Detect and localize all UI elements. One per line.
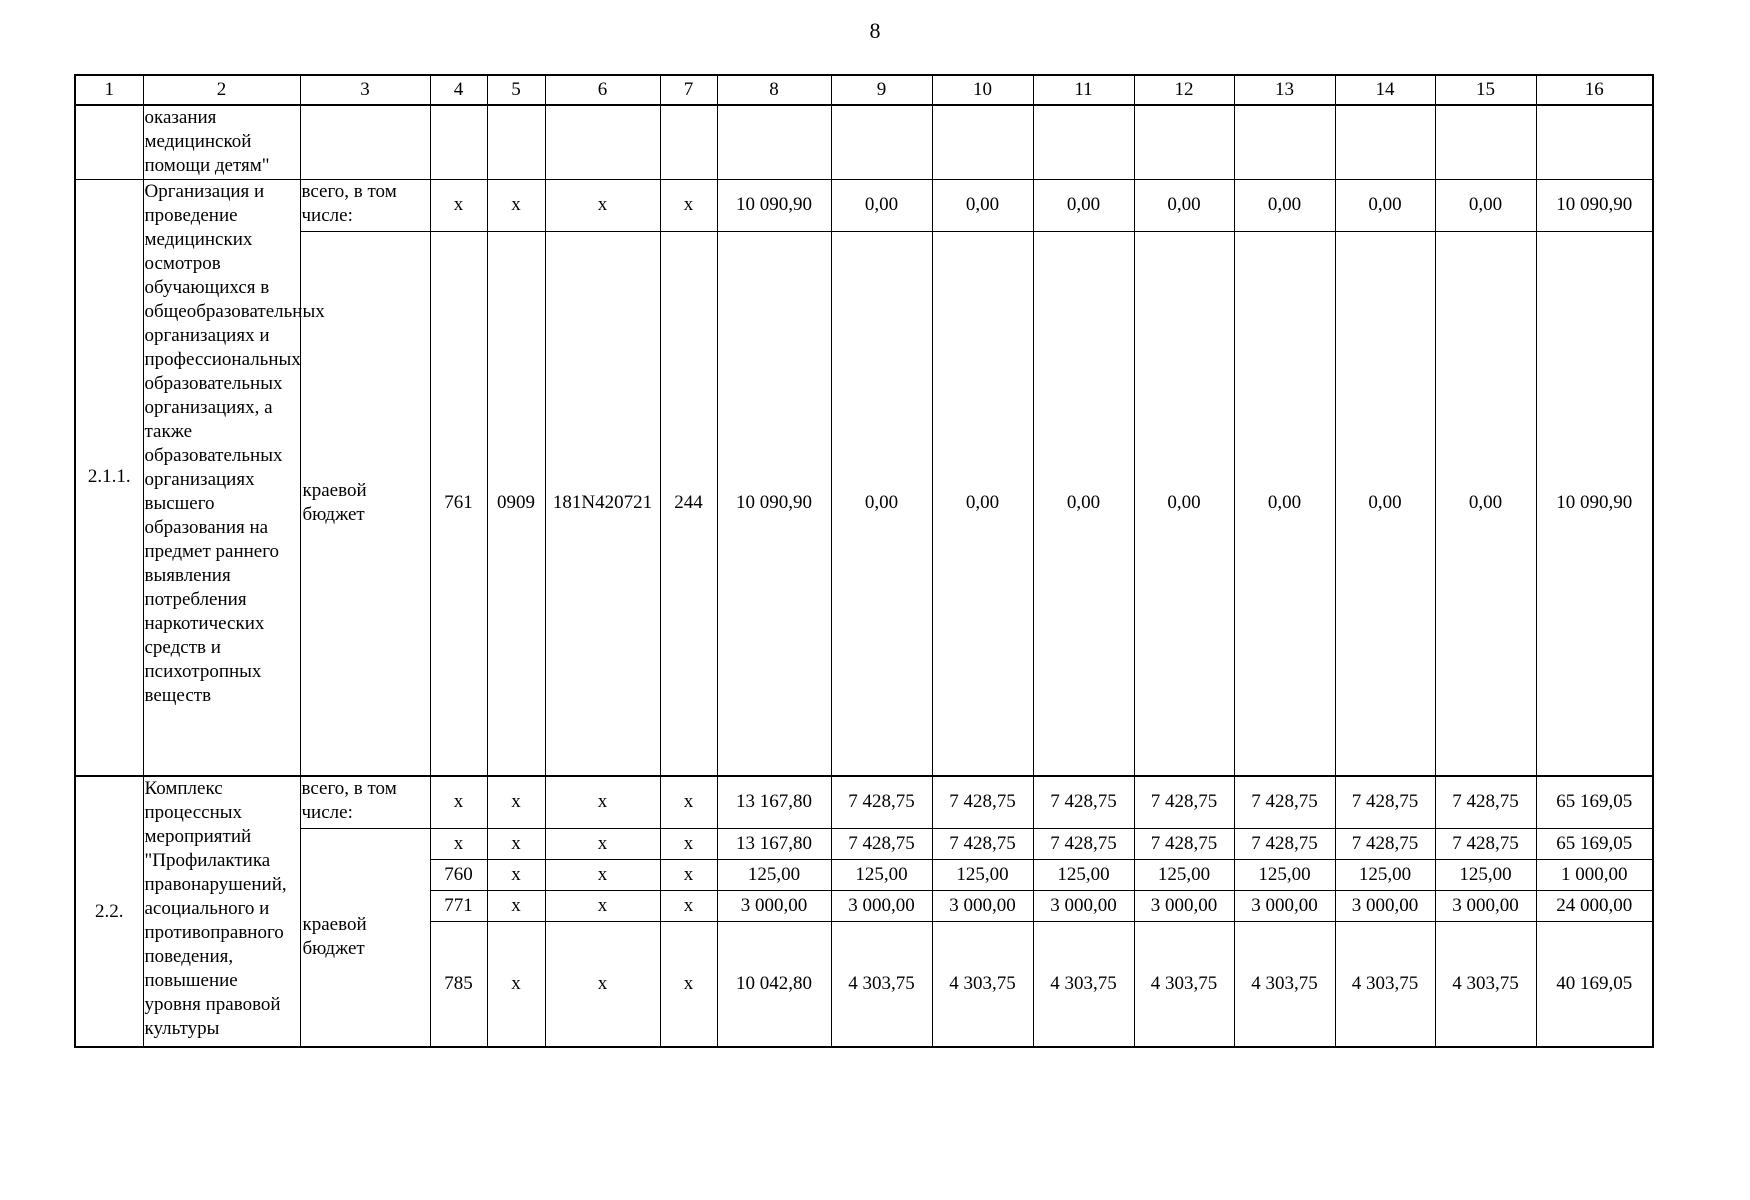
- row-id: 2.1.1.: [75, 179, 143, 776]
- cell-col7: х: [660, 890, 717, 921]
- column-number: 1: [75, 75, 143, 105]
- amount-cell: 4 303,75: [932, 921, 1033, 1047]
- amount-cell: 125,00: [831, 859, 932, 890]
- amount-cell: 0,00: [1435, 179, 1536, 231]
- amount-cell: 0,00: [831, 231, 932, 776]
- column-number: 6: [545, 75, 660, 105]
- amount-cell: 125,00: [1335, 859, 1435, 890]
- amount-cell: 10 090,90: [717, 231, 831, 776]
- amount-cell: 7 428,75: [1335, 828, 1435, 859]
- cell-col6: х: [545, 890, 660, 921]
- amount-cell: 7 428,75: [1435, 776, 1536, 828]
- amount-cell: 10 090,90: [717, 179, 831, 231]
- empty-cell: [430, 105, 487, 179]
- table-row-2-1-1-total: [75, 179, 1653, 231]
- amount-cell: 7 428,75: [1335, 776, 1435, 828]
- amount-cell: 0,00: [1134, 231, 1234, 776]
- amount-cell: 10 090,90: [1536, 179, 1653, 231]
- amount-cell: 4 303,75: [1134, 921, 1234, 1047]
- cell-col4: 771: [430, 890, 487, 921]
- amount-cell: 1 000,00: [1536, 859, 1653, 890]
- amount-cell: 7 428,75: [1435, 828, 1536, 859]
- amount-cell: 7 428,75: [1134, 776, 1234, 828]
- empty-cell: [660, 105, 717, 179]
- amount-cell: 0,00: [1335, 231, 1435, 776]
- cell-col5: х: [487, 859, 545, 890]
- cell-col7: х: [660, 828, 717, 859]
- amount-cell: 10 042,80: [717, 921, 831, 1047]
- empty-cell: [1033, 105, 1134, 179]
- amount-cell: 0,00: [1435, 231, 1536, 776]
- amount-cell: 125,00: [717, 859, 831, 890]
- empty-cell: [300, 105, 430, 179]
- empty-cell: [545, 105, 660, 179]
- amount-cell: 125,00: [1234, 859, 1335, 890]
- empty-cell: [1435, 105, 1536, 179]
- cell-col5: х: [487, 921, 545, 1047]
- amount-cell: 3 000,00: [932, 890, 1033, 921]
- cell-col7: х: [660, 921, 717, 1047]
- amount-cell: 40 169,05: [1536, 921, 1653, 1047]
- amount-cell: 0,00: [932, 231, 1033, 776]
- amount-cell: 0,00: [932, 179, 1033, 231]
- column-number: 7: [660, 75, 717, 105]
- empty-cell: [1234, 105, 1335, 179]
- funding-label: всего, в том числе:: [300, 179, 430, 231]
- table-row-2-2-budget: [75, 828, 1653, 859]
- empty-cell: [75, 105, 143, 179]
- amount-cell: 0,00: [1134, 179, 1234, 231]
- amount-cell: 65 169,05: [1536, 828, 1653, 859]
- amount-cell: 125,00: [932, 859, 1033, 890]
- amount-cell: 0,00: [1234, 179, 1335, 231]
- column-number: 16: [1536, 75, 1653, 105]
- empty-cell: [487, 105, 545, 179]
- activity-name: Комплекс процессных мероприятий "Профилактика правонарушений, асоциального и противоправного поведения, повышение уровня правовой культуры: [143, 776, 300, 1047]
- column-number-row: [75, 75, 1653, 105]
- empty-cell: [1335, 105, 1435, 179]
- amount-cell: 7 428,75: [1234, 776, 1335, 828]
- cell-col6: х: [545, 859, 660, 890]
- amount-cell: 7 428,75: [831, 776, 932, 828]
- amount-cell: 13 167,80: [717, 776, 831, 828]
- amount-cell: 7 428,75: [932, 776, 1033, 828]
- cell-col4: х: [430, 828, 487, 859]
- activity-name: Организация и проведение медицинских осмотров обучающихся в общеобразовательных организациях и профессиональных образовательных организациях, а также образовательных организациях высшего образования на предмет раннего выявления потребления наркотических средств и психотропных веществ: [143, 179, 300, 776]
- amount-cell: 0,00: [1335, 179, 1435, 231]
- amount-cell: 4 303,75: [1033, 921, 1134, 1047]
- amount-cell: 4 303,75: [831, 921, 932, 1047]
- amount-cell: 0,00: [1033, 231, 1134, 776]
- amount-cell: 7 428,75: [1033, 828, 1134, 859]
- column-number: 13: [1234, 75, 1335, 105]
- cell-col4: 785: [430, 921, 487, 1047]
- amount-cell: 3 000,00: [717, 890, 831, 921]
- cell-col5: х: [487, 179, 545, 231]
- empty-cell: [1134, 105, 1234, 179]
- column-number: 4: [430, 75, 487, 105]
- amount-cell: 3 000,00: [1435, 890, 1536, 921]
- amount-cell: 10 090,90: [1536, 231, 1653, 776]
- cell-col5: х: [487, 776, 545, 828]
- empty-cell: [1536, 105, 1653, 179]
- cell-col7: 244: [660, 231, 717, 776]
- cell-col4: 760: [430, 859, 487, 890]
- row-id: 2.2.: [75, 776, 143, 1047]
- amount-cell: 4 303,75: [1234, 921, 1335, 1047]
- amount-cell: 65 169,05: [1536, 776, 1653, 828]
- amount-cell: 0,00: [1033, 179, 1134, 231]
- amount-cell: 125,00: [1033, 859, 1134, 890]
- cell-col4: 761: [430, 231, 487, 776]
- table-row-2-2-total: [75, 776, 1653, 828]
- column-number: 14: [1335, 75, 1435, 105]
- cell-col6: х: [545, 921, 660, 1047]
- continued-name-cell: оказания медицинской помощи детям": [143, 105, 300, 179]
- amount-cell: 3 000,00: [1234, 890, 1335, 921]
- cell-col6: х: [545, 828, 660, 859]
- amount-cell: 3 000,00: [1033, 890, 1134, 921]
- funding-label: краевой бюджет: [300, 828, 430, 1047]
- amount-cell: 7 428,75: [1234, 828, 1335, 859]
- cell-col7: х: [660, 179, 717, 231]
- cell-col6: х: [545, 776, 660, 828]
- cell-col6: 181N420721: [545, 231, 660, 776]
- column-number: 3: [300, 75, 430, 105]
- amount-cell: 125,00: [1435, 859, 1536, 890]
- column-number: 10: [932, 75, 1033, 105]
- amount-cell: 7 428,75: [1134, 828, 1234, 859]
- cell-col4: х: [430, 179, 487, 231]
- amount-cell: 0,00: [831, 179, 932, 231]
- column-number: 11: [1033, 75, 1134, 105]
- cell-col6: х: [545, 179, 660, 231]
- amount-cell: 3 000,00: [1335, 890, 1435, 921]
- cell-col5: х: [487, 890, 545, 921]
- amount-cell: 3 000,00: [1134, 890, 1234, 921]
- column-number: 8: [717, 75, 831, 105]
- empty-cell: [717, 105, 831, 179]
- amount-cell: 7 428,75: [1033, 776, 1134, 828]
- funding-label: всего, в том числе:: [300, 776, 430, 828]
- cell-col7: х: [660, 776, 717, 828]
- column-number: 12: [1134, 75, 1234, 105]
- cell-col5: х: [487, 828, 545, 859]
- column-number: 2: [143, 75, 300, 105]
- cell-col5: 0909: [487, 231, 545, 776]
- amount-cell: 7 428,75: [831, 828, 932, 859]
- budget-table: [74, 74, 1654, 1048]
- amount-cell: 0,00: [1234, 231, 1335, 776]
- empty-cell: [831, 105, 932, 179]
- continuation-row: [75, 105, 1653, 179]
- amount-cell: 7 428,75: [932, 828, 1033, 859]
- column-number: 15: [1435, 75, 1536, 105]
- empty-cell: [932, 105, 1033, 179]
- amount-cell: 125,00: [1134, 859, 1234, 890]
- amount-cell: 24 000,00: [1536, 890, 1653, 921]
- funding-label: краевой бюджет: [300, 231, 430, 776]
- amount-cell: 3 000,00: [831, 890, 932, 921]
- amount-cell: 4 303,75: [1435, 921, 1536, 1047]
- column-number: 5: [487, 75, 545, 105]
- column-number: 9: [831, 75, 932, 105]
- amount-cell: 4 303,75: [1335, 921, 1435, 1047]
- page-number: 8: [869, 18, 881, 43]
- cell-col4: х: [430, 776, 487, 828]
- cell-col7: х: [660, 859, 717, 890]
- amount-cell: 13 167,80: [717, 828, 831, 859]
